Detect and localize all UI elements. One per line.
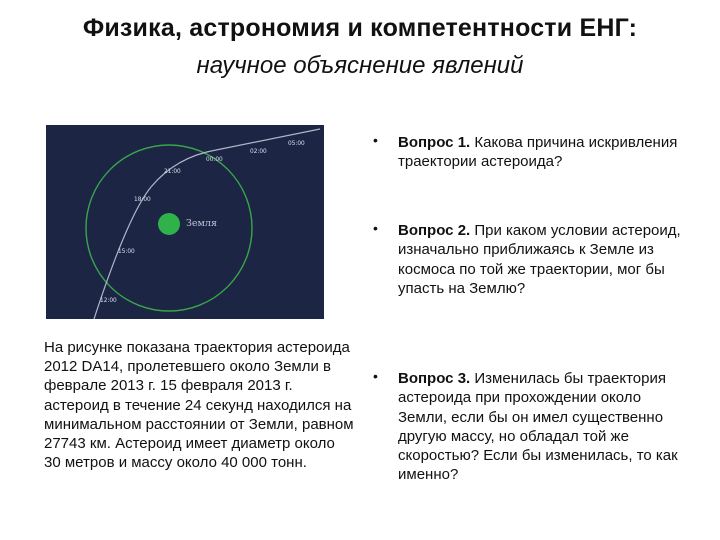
question-3-label: Вопрос 3. bbox=[398, 370, 471, 387]
earth-label: Земля bbox=[186, 218, 217, 229]
time-label-1200: 12:00 bbox=[100, 298, 117, 304]
time-label-1500: 15:00 bbox=[118, 249, 135, 255]
question-1-bullet: • bbox=[373, 132, 378, 148]
question-1-text: Какова причина искривления траектории астероида? bbox=[398, 134, 678, 171]
figure-caption: На рисунке показана траектория астероида 2012 DA14, пролетевшего около Земли в феврале 2013 г. 15 февраля 2013 г. астероид в течение 24 секунд находился на минимальном расстоянии от Земли, равном 27743 км. Астероид имеет диаметр около 30 метров и массу около 40 000 тонн. bbox=[44, 339, 354, 472]
figure-background bbox=[46, 125, 324, 319]
time-label-0200: 02:00 bbox=[250, 149, 267, 155]
question-3-bullet: • bbox=[373, 368, 378, 384]
slide-title: Физика, астрономия и компетентности ЕНГ: bbox=[82, 14, 638, 42]
question-1-label: Вопрос 1. bbox=[398, 134, 471, 151]
question-2-text: При каком условии астероид, изначально приближаясь к Земле из космоса по той же траектории, мог бы упасть на Землю? bbox=[398, 222, 681, 297]
earth-marker bbox=[158, 213, 180, 235]
trajectory-diagram bbox=[46, 125, 324, 319]
question-3 bbox=[398, 369, 683, 485]
question-2-label: Вопрос 2. bbox=[398, 222, 471, 239]
asteroid-trajectory-figure bbox=[46, 125, 324, 319]
question-2 bbox=[398, 221, 683, 298]
time-label-2100: 21:00 bbox=[164, 169, 181, 175]
time-label-1800: 18:00 bbox=[134, 197, 151, 203]
time-label-0000: 00:00 bbox=[206, 157, 223, 163]
question-3-text: Изменилась бы траектория астероида при прохождении около Земли, если бы он имел существенно другую массу, но обладал той же скоростью? Если бы изменилась, то как именно? bbox=[398, 370, 678, 484]
slide-subtitle: научное объяснение явлений bbox=[196, 52, 524, 79]
time-label-0500: 05:00 bbox=[288, 141, 305, 147]
question-1 bbox=[398, 133, 683, 172]
question-2-bullet: • bbox=[373, 220, 378, 236]
